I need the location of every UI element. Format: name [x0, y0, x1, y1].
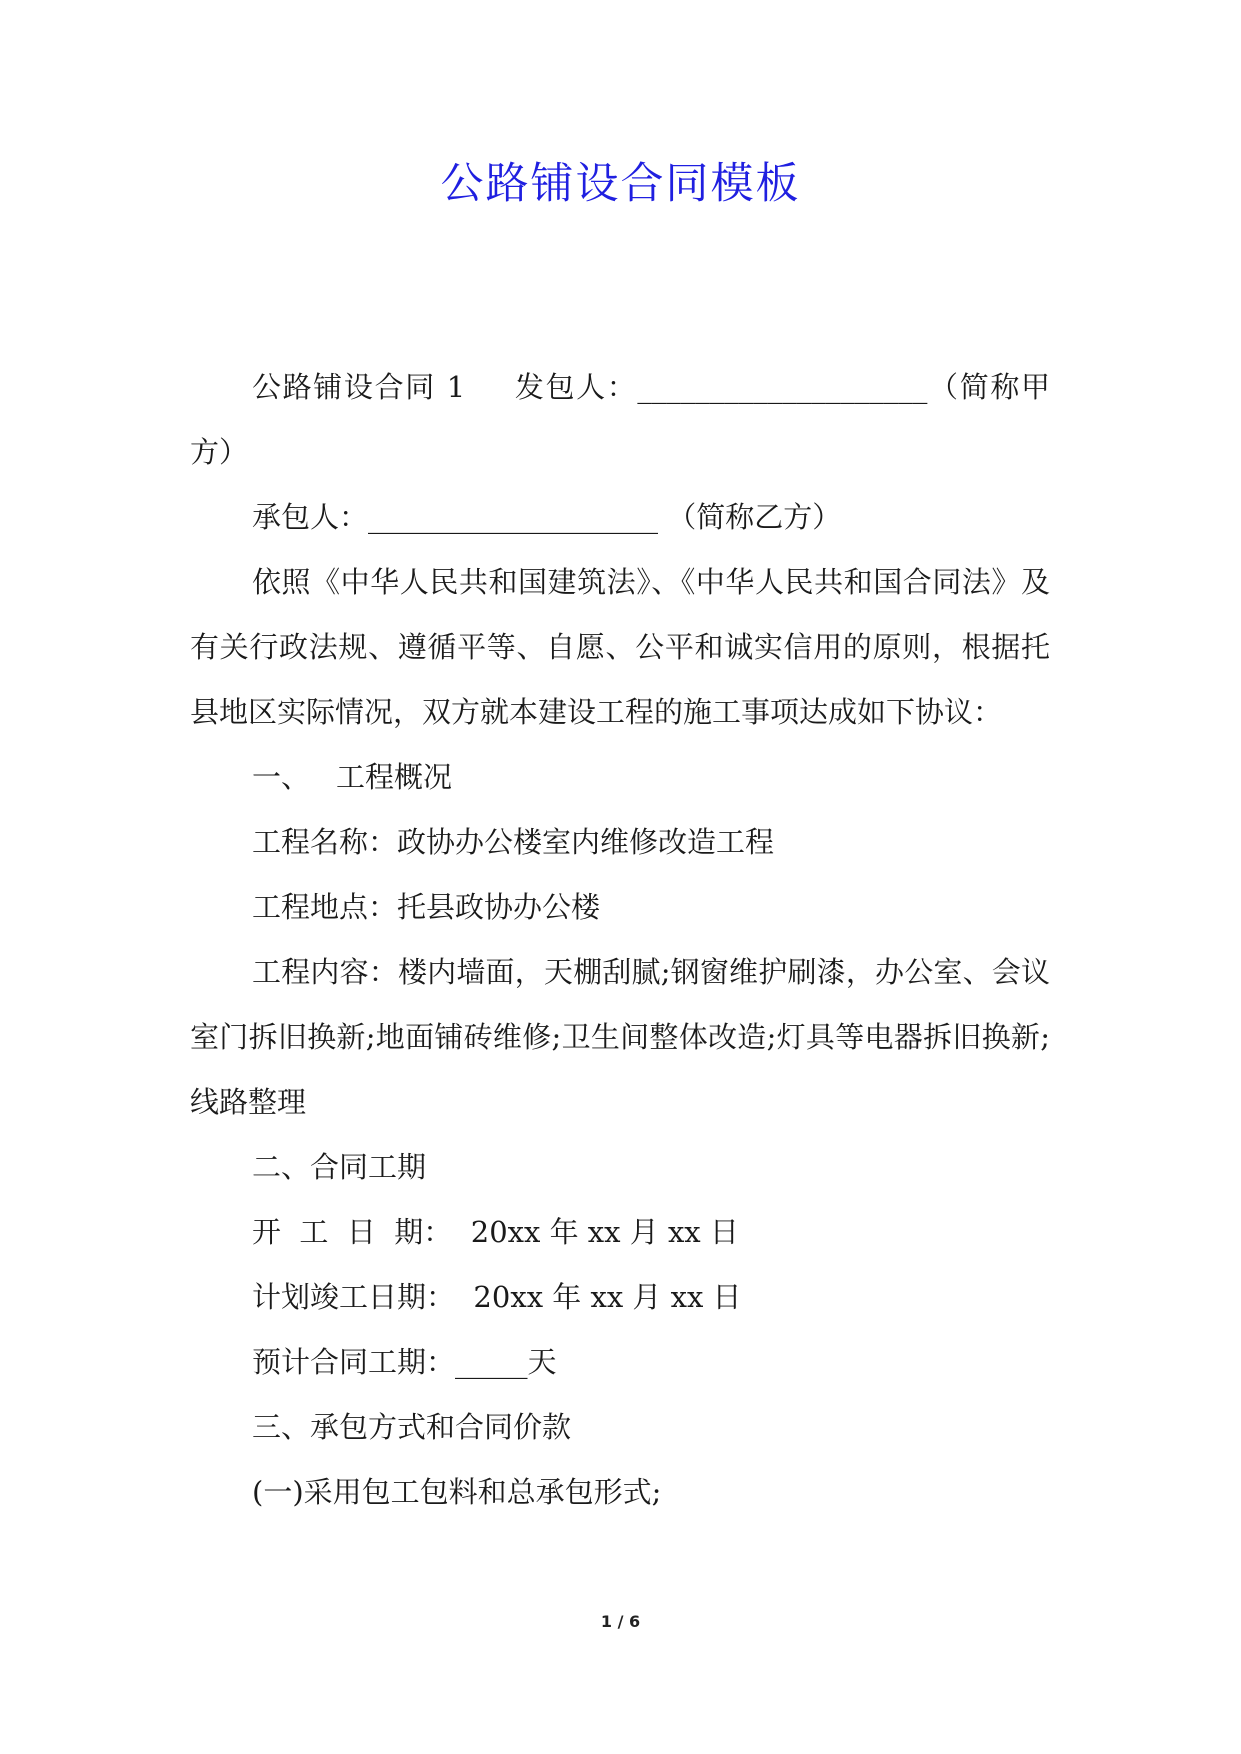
contract-number-label: 公路铺设合同 1 [252, 370, 466, 404]
paragraph-start-date: 开 工 日 期： 20xx 年 xx 月 xx 日 [252, 1215, 739, 1249]
paragraph-contract-parties-a [190, 355, 1050, 485]
section-heading-3: 三、承包方式和合同价款 [252, 1410, 572, 1444]
page-number: 1 / 6 [600, 1612, 641, 1631]
section-heading-2: 二、合同工期 [252, 1150, 427, 1184]
paragraph-project-content: 工程内容：楼内墙面，天棚刮腻;钢窗维护刷漆，办公室、会议室门拆旧换新;地面铺砖维修;卫生间整体改造;灯具等电器拆旧换新;线路整理 [190, 955, 1050, 1119]
section-title: 工程概况 [336, 760, 453, 794]
document-body [190, 355, 1050, 1525]
paragraph-preamble: 依照《中华人民共和国建筑法》、《中华人民共和国合同法》及有关行政法规、遵循平等、自愿、公平和诚实信用的原则，根据托县地区实际情况，双方就本建设工程的施工事项达成如下协议： [190, 565, 1050, 729]
paragraph-finish-date: 计划竣工日期： 20xx 年 xx 月 xx 日 [252, 1280, 742, 1314]
paragraph-contractor: 承包人：____________________ （简称乙方） [252, 500, 842, 534]
paragraph-item-1: (一)采用包工包料和总承包形式; [252, 1475, 662, 1509]
document-title: 公路铺设合同模板 [440, 159, 801, 209]
section-heading-1 [190, 745, 1050, 810]
paragraph-project-name: 工程名称：政协办公楼室内维修改造工程 [252, 825, 775, 859]
employer-line: 发包人：____________________（简称甲方） [190, 370, 1050, 469]
section-number: 一、 [252, 760, 311, 794]
paragraph-duration: 预计合同工期：_____天 [252, 1345, 557, 1379]
paragraph-project-location: 工程地点：托县政协办公楼 [252, 890, 601, 924]
